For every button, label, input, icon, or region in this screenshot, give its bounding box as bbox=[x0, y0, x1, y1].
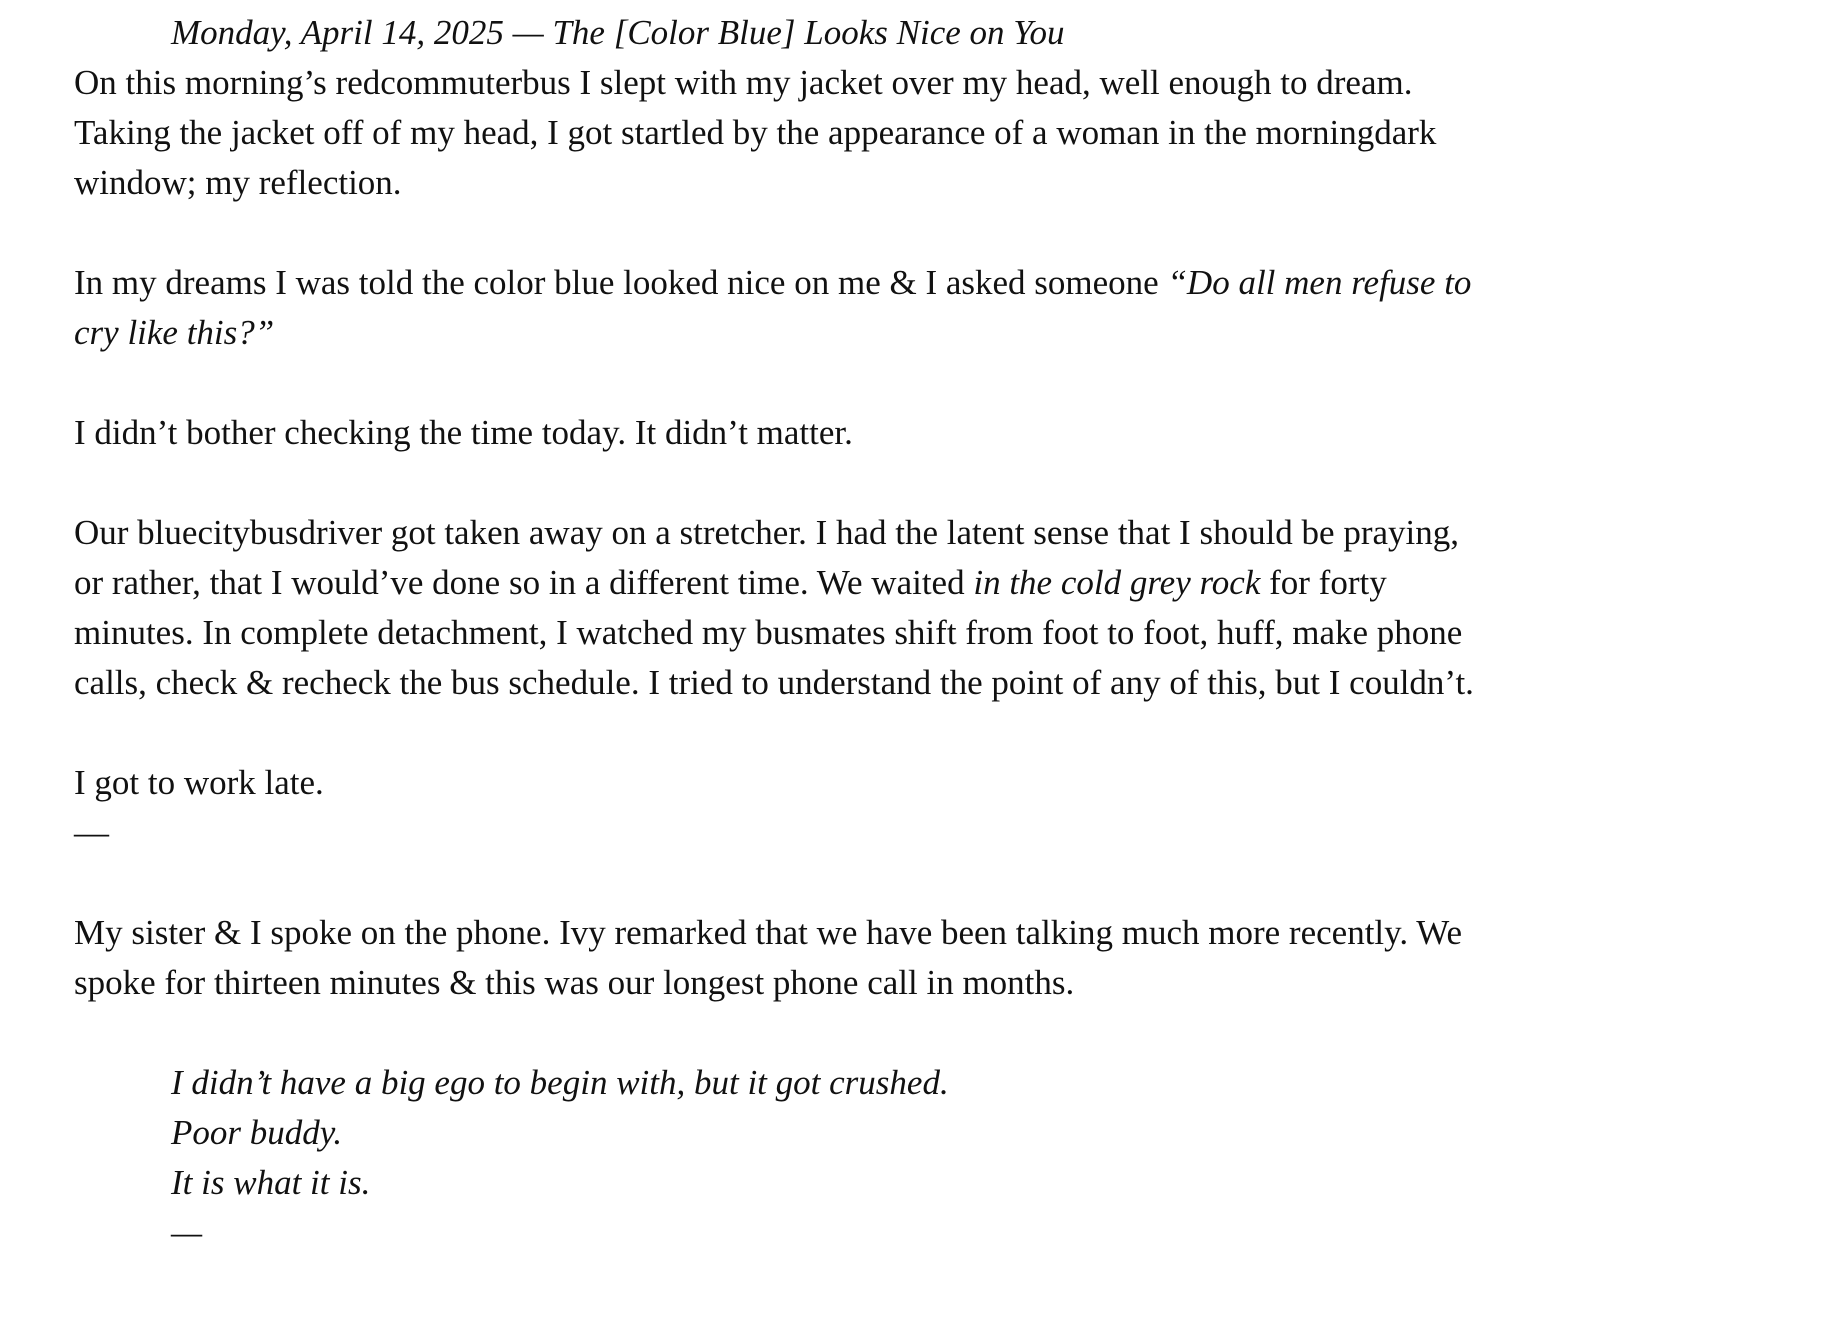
busdriver-text-a: Our bluecitybusdriver got taken away on a stretcher. I had the latent sense that I should be praying, or rather, that I would’ve done so in a different time. We waited bbox=[74, 513, 1459, 602]
quote-line: I didn’t have a big ego to begin with, but it got crushed. bbox=[171, 1063, 949, 1102]
quote-line: Poor buddy. bbox=[171, 1113, 343, 1152]
paragraph-time: I didn’t bother checking the time today. It didn’t matter. bbox=[74, 413, 853, 452]
busdriver-text-b: for forty minutes. In complete detachment, I watched my busmates shift from foot to foot, huff, make phone calls, check & recheck the bus schedule. I tried to understand the point of any of this, but I couldn’t. bbox=[74, 563, 1474, 702]
journal-entry bbox=[74, 8, 1494, 1258]
spacer bbox=[74, 858, 1494, 908]
paragraph-sister: My sister & I spoke on the phone. Ivy remarked that we have been talking much more recently. We spoke for thirteen minutes & this was our longest phone call in months. bbox=[74, 913, 1463, 1002]
dream-text: In my dreams I was told the color blue looked nice on me & I asked someone bbox=[74, 263, 1168, 302]
quote-line: It is what it is. bbox=[171, 1163, 371, 1202]
spacer bbox=[74, 1008, 1494, 1058]
busdriver-italic: in the cold grey rock bbox=[973, 563, 1261, 602]
paragraph-dream bbox=[74, 258, 1494, 358]
spacer bbox=[74, 708, 1494, 758]
section-divider: — bbox=[74, 813, 109, 852]
dream-quote: “Do all men refuse to cry like this?” bbox=[74, 263, 1472, 352]
entry-title: Monday, April 14, 2025 — The [Color Blue] Looks Nice on You bbox=[171, 13, 1065, 52]
spacer bbox=[74, 358, 1494, 408]
paragraph-commute: On this morning’s redcommuterbus I slept with my jacket over my head, well enough to dream. Taking the jacket off of my head, I got startled by the appearance of a woman in the morningdark window; my reflection. bbox=[74, 63, 1437, 202]
paragraph-busdriver bbox=[74, 508, 1494, 708]
spacer bbox=[74, 458, 1494, 508]
quote-block bbox=[74, 1058, 1494, 1258]
quote-divider: — bbox=[171, 1213, 203, 1252]
paragraph-late: I got to work late. bbox=[74, 763, 324, 802]
spacer bbox=[74, 208, 1494, 258]
